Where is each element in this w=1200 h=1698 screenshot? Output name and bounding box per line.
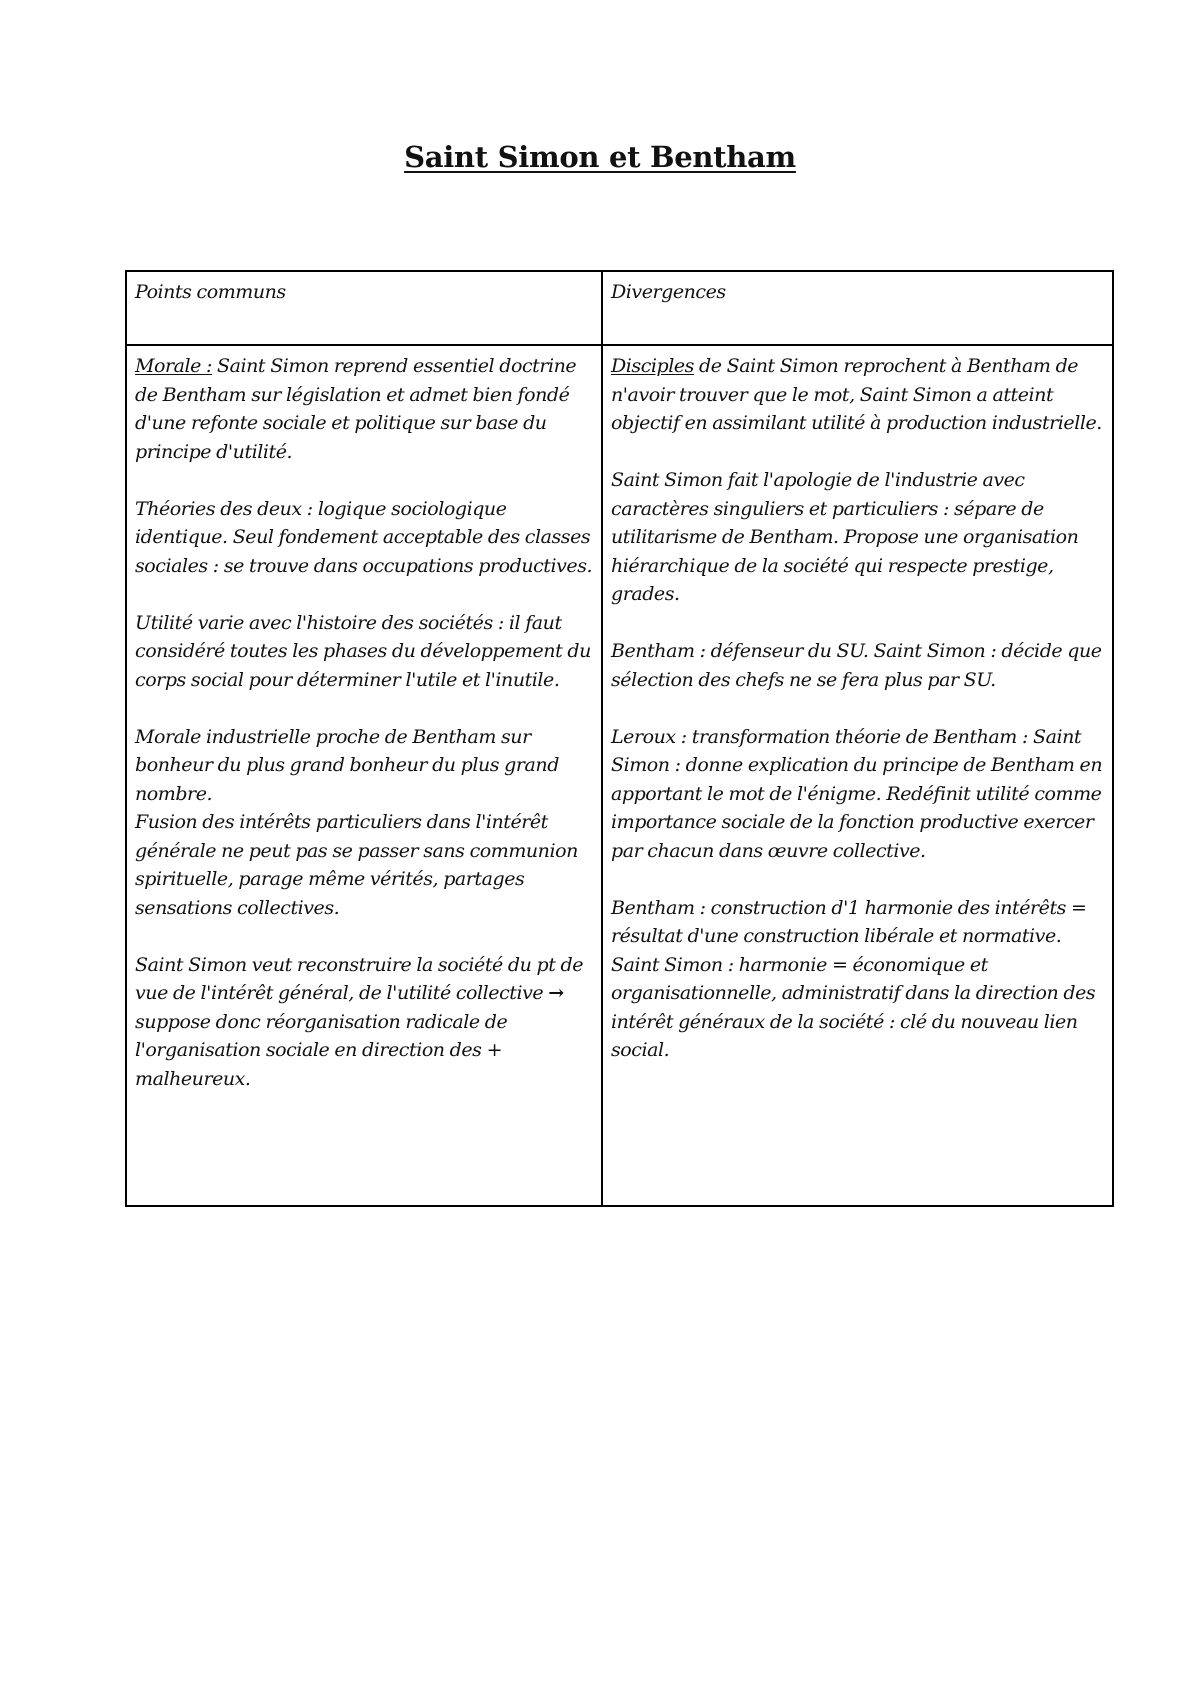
paragraph-utilite: Utilité varie avec l'histoire des sociétés : il faut considéré toutes les phases du développement du corps social pour déterminer l'utile et l'inutile.: [135, 611, 591, 691]
text-reorganisation: suppose donc réorganisation radicale de l'organisation sociale en direction des + malheureux.: [135, 1010, 508, 1090]
header-points-communs: Points communs: [126, 271, 602, 345]
table-header-row: [126, 271, 1113, 345]
paragraph-morale: [135, 352, 593, 466]
cell-points-communs: [126, 345, 602, 1206]
paragraph-apologie: Saint Simon fait l'apologie de l'industrie avec caractères singuliers et particuliers : sépare de utilitarisme de Bentham. Propose une organisation hiérarchique de la société qui respecte prestige, grades.: [611, 469, 1079, 605]
comparison-table: [125, 270, 1114, 1207]
arrow-right-icon: →: [548, 982, 564, 1004]
header-divergences: Divergences: [602, 271, 1113, 345]
cell-divergences: [602, 345, 1113, 1206]
paragraph-fusion: Fusion des intérêts particuliers dans l'intérêt générale ne peut pas se passer sans communion spirituelle, parage même vérités, partages sensations collectives.: [135, 811, 578, 919]
paragraph-leroux: Leroux : transformation théorie de Bentham : Saint Simon : donne explication du principe de Bentham en apportant le mot de l'énigme. Redéfinit utilité comme importance sociale de la fonction productive exercer par chacun dans œuvre collective.: [611, 725, 1103, 862]
paragraph-morale-industrielle: Morale industrielle proche de Bentham sur bonheur du plus grand bonheur du plus grand nombre.: [135, 725, 559, 805]
page-title: Saint Simon et Bentham: [404, 140, 796, 174]
label-disciples: Disciples: [611, 355, 694, 377]
paragraph-harmonie: Bentham : construction d'1 harmonie des intérêts = résultat d'une construction libérale et normative. Saint Simon : harmonie = économique et organisationnelle, administratif dans la direction des intérêt généraux de la société : clé du nouveau lien social.: [611, 896, 1096, 1061]
paragraph-defenseur: Bentham : défenseur du SU. Saint Simon : décide que sélection des chefs ne se fera plus par SU.: [611, 640, 1102, 691]
text-disciples: de Saint Simon reprochent à Bentham de n'avoir trouver que le mot, Saint Simon a atteint objectif en assimilant utilité à production industrielle.: [611, 355, 1102, 434]
label-morale: Morale :: [135, 355, 212, 377]
table-body-row: [126, 345, 1113, 1206]
text-reconstruire: Saint Simon veut reconstruire la société du pt de vue de l'intérêt général, de l'utilité collective: [135, 953, 583, 1004]
text-morale: Saint Simon reprend essentiel doctrine de Bentham sur législation et admet bien fondé d'une refonte sociale et politique sur base du principe d'utilité.: [135, 355, 577, 463]
paragraph-reconstruire: [135, 951, 593, 1094]
paragraph-disciples: [611, 352, 1104, 438]
paragraph-theories: Théories des deux : logique sociologique identique. Seul fondement acceptable des classes sociales : se trouve dans occupations productives.: [135, 497, 593, 577]
